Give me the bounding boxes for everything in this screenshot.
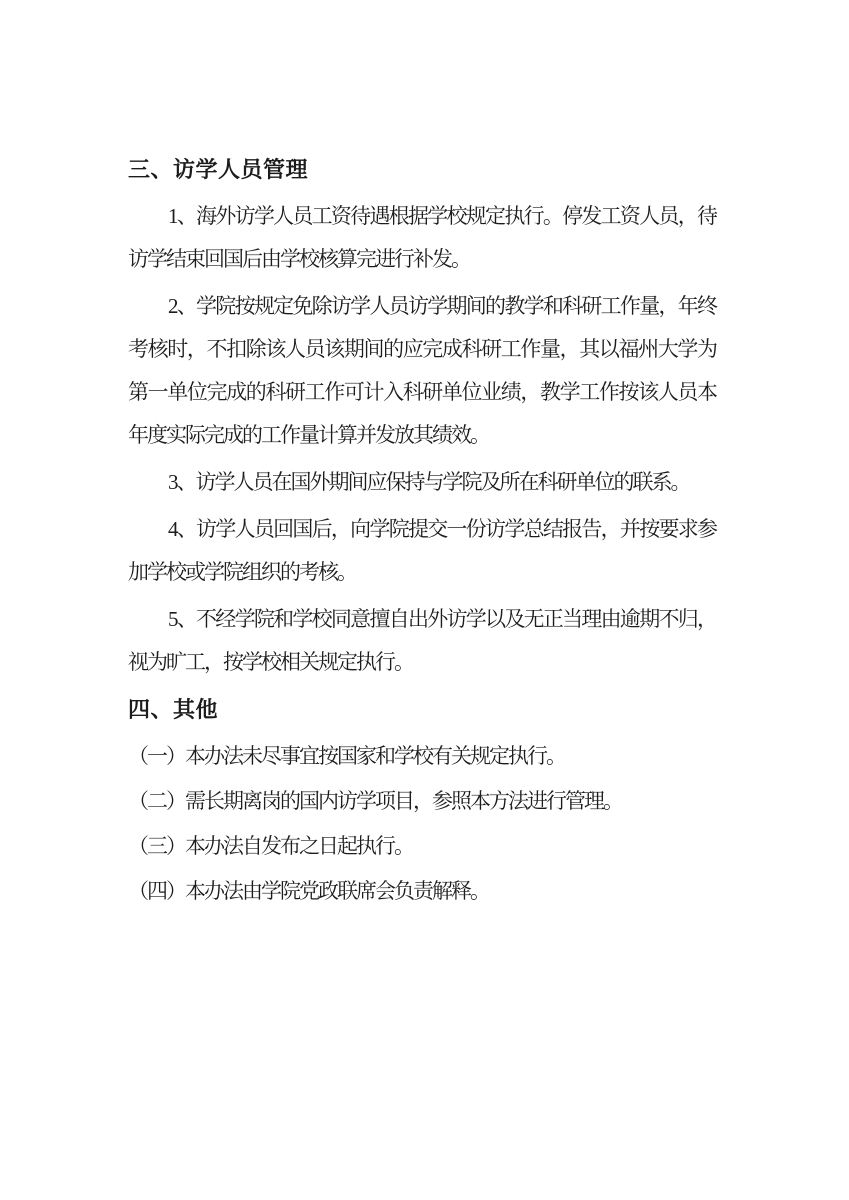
paragraph-unauthorized-absence: 5、不经学院和学校同意擅自出外访学以及无正当理由逾期不归，视为旷工，按学校相关规定执行。 bbox=[128, 607, 716, 674]
paragraph-return-report: 4、访学人员回国后，向学院提交一份访学总结报告，并按要求参加学校或学院组织的考核。 bbox=[128, 517, 716, 584]
item-interpretation-authority: （四）本办法由学院党政联席会负责解释。 bbox=[128, 879, 489, 903]
item-effective-date: （三）本办法自发布之日起执行。 bbox=[128, 834, 413, 858]
paragraph-workload-exemption: 2、学院按规定免除访学人员访学期间的教学和科研工作量，年终考核时，不扣除该人员该期间的应完成科研工作量，其以福州大学为第一单位完成的科研工作可计入科研单位业绩，教学工作按该人员本年度实际完成的工作量计算并发放其绩效。 bbox=[128, 294, 716, 447]
section-heading-visiting-scholar-management: 三、访学人员管理 bbox=[128, 157, 309, 182]
item-domestic-programs: （二）需长期离岗的国内访学项目，参照本方法进行管理。 bbox=[128, 789, 622, 813]
paragraph-keep-contact: 3、访学人员在国外期间应保持与学院及所在科研单位的联系。 bbox=[168, 470, 690, 494]
document-body bbox=[128, 148, 716, 913]
paragraph-salary-policy: 1、海外访学人员工资待遇根据学校规定执行。停发工资人员，待访学结束回国后由学校核算完进行补发。 bbox=[128, 204, 716, 271]
section-heading-others: 四、其他 bbox=[128, 697, 219, 722]
item-unaddressed-matters: （一）本办法未尽事宜按国家和学校有关规定执行。 bbox=[128, 744, 565, 768]
